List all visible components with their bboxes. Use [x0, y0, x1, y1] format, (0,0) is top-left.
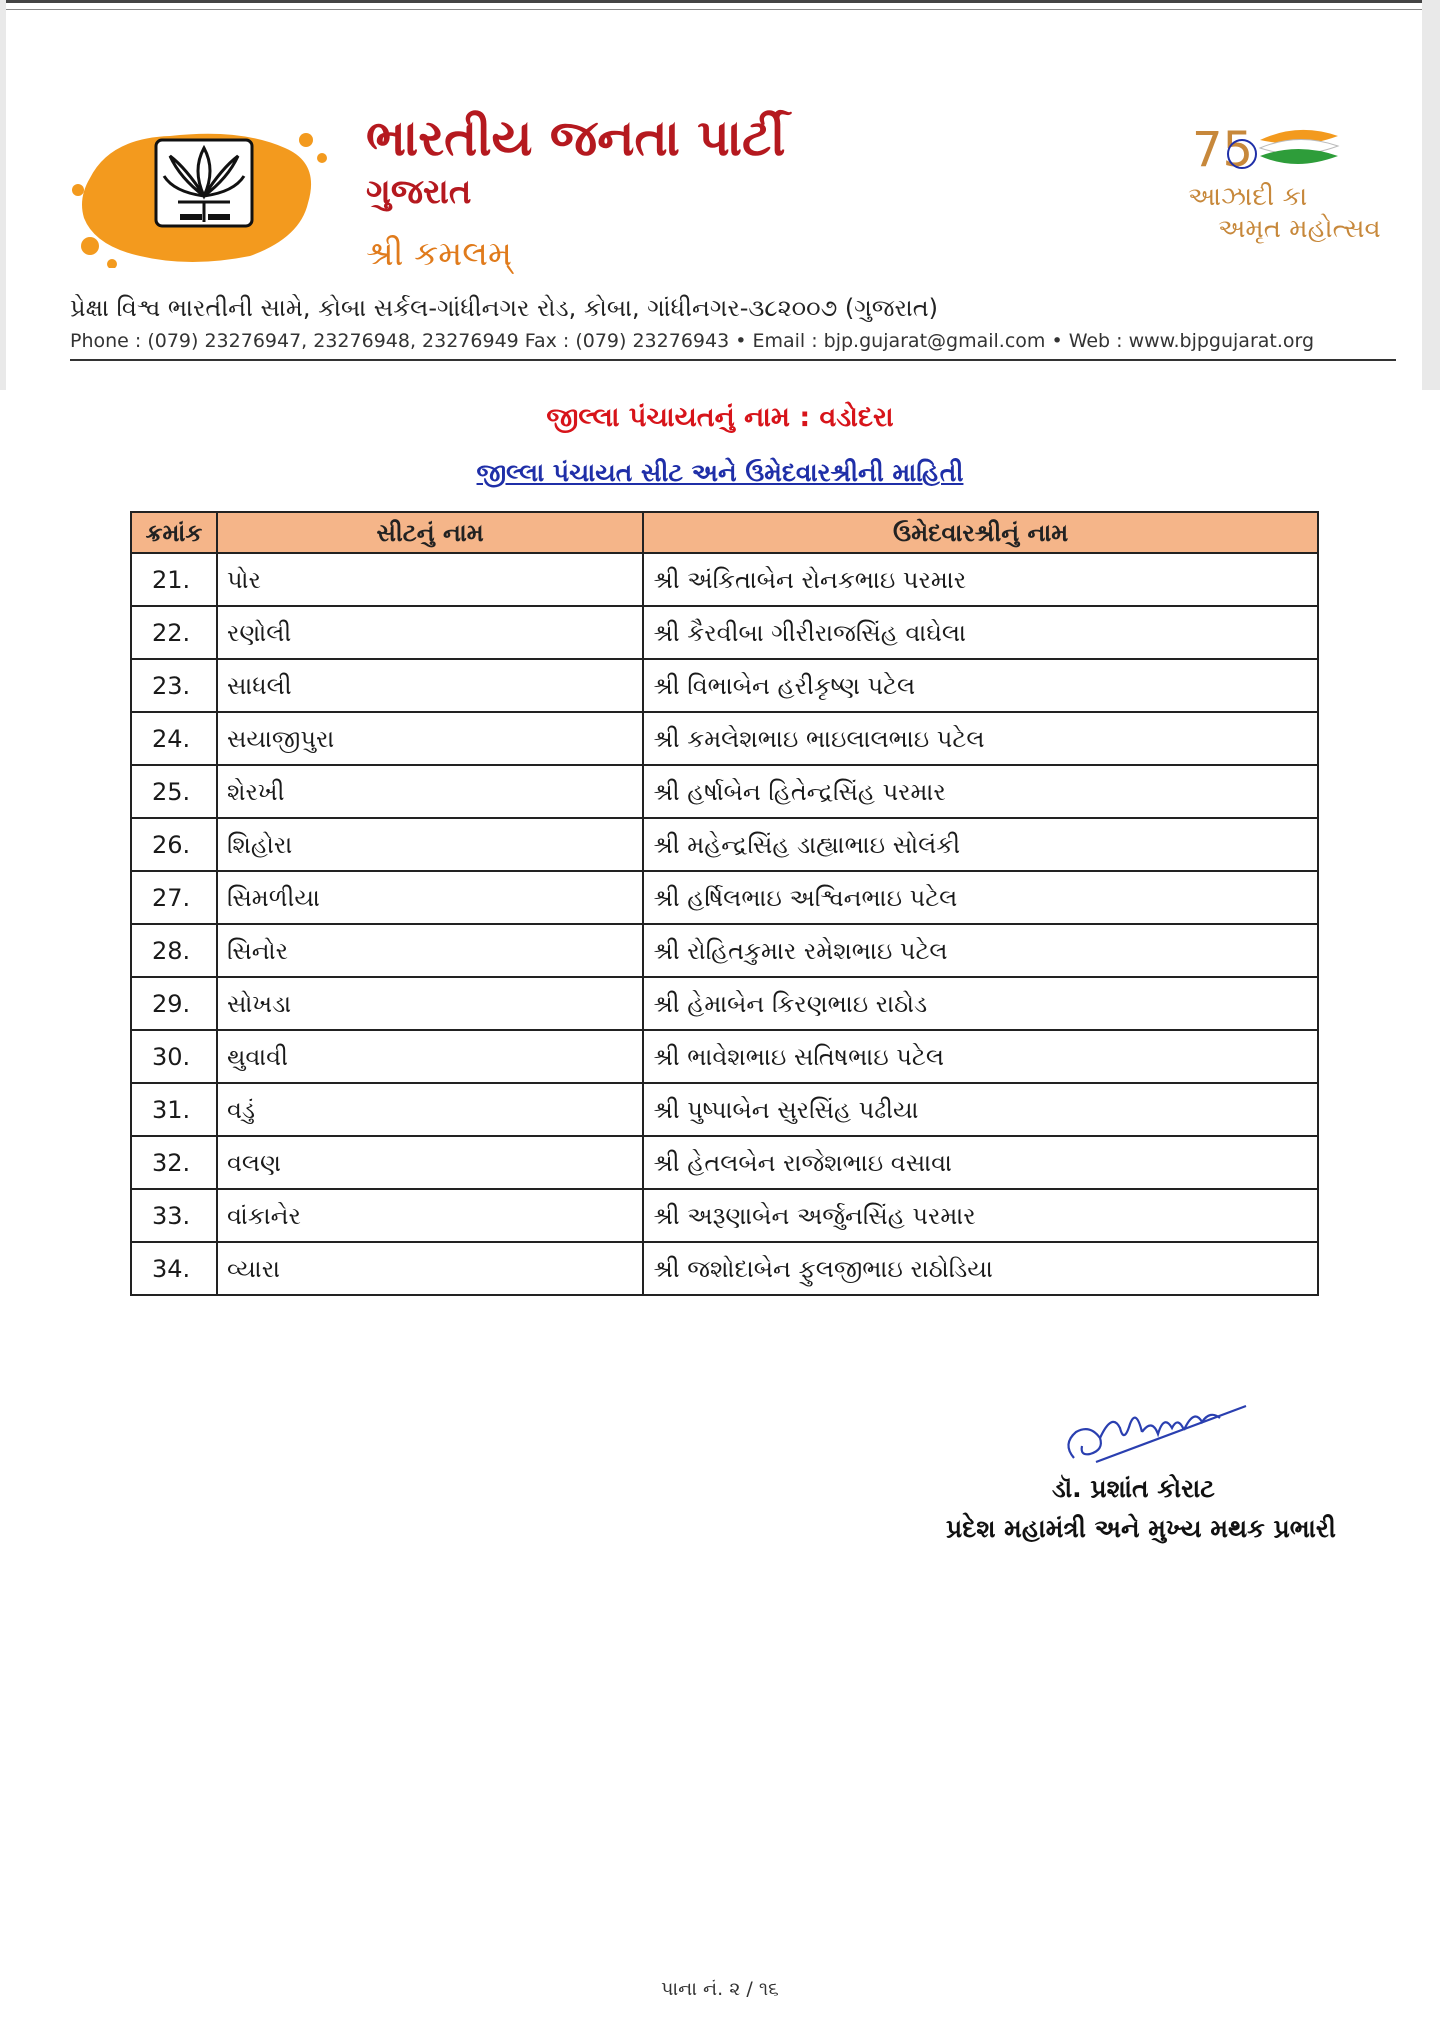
cell-seat-name: શેરખી: [217, 765, 643, 818]
state-name: ગુજરાત: [366, 172, 472, 212]
column-header-candidate: ઉમેદવારશ્રીનું નામ: [643, 512, 1318, 553]
signer-title: પ્રદેશ મહામંત્રી અને મુખ્ય મથક પ્રભારી: [946, 1514, 1336, 1543]
cell-candidate-name: શ્રી રોહિતકુમાર રમેશભાઇ પટેલ: [643, 924, 1318, 977]
right-margin-shade: [1422, 0, 1440, 390]
table-row: [131, 1242, 1318, 1295]
office-address: પ્રેક્ષા વિશ્વ ભારતીની સામે, કોબા સર્કલ-ગાંધીનગર રોડ, કોબા, ગાંધીનગર-૩૮૨૦૦૭ (ગુજરાત): [70, 294, 939, 322]
table-row: [131, 659, 1318, 712]
cell-number: 31.: [131, 1083, 217, 1136]
cell-candidate-name: શ્રી હેમાબેન કિરણભાઇ રાઠોડ: [643, 977, 1318, 1030]
table-row: [131, 1030, 1318, 1083]
cell-number: 21.: [131, 553, 217, 606]
top-border: [0, 0, 1440, 3]
table-body: [131, 553, 1318, 1295]
emblem-number: 75: [1192, 122, 1254, 178]
candidate-table: [130, 511, 1319, 1296]
contact-line: Phone : (079) 23276947, 23276948, 23276949 Fax : (079) 23276943 • Email : bjp.gujarat@gmail.com • Web : www.bjpgujarat.org: [70, 330, 1315, 352]
cell-number: 24.: [131, 712, 217, 765]
cell-seat-name: રણોલી: [217, 606, 643, 659]
section-title: જીલ્લા પંચાયત સીટ અને ઉમેદવારશ્રીની માહિતી: [476, 458, 964, 487]
bjp-lotus-logo-icon: [70, 118, 332, 268]
table-row: [131, 1189, 1318, 1242]
cell-number: 27.: [131, 871, 217, 924]
cell-seat-name: સયાજીપુરા: [217, 712, 643, 765]
cell-candidate-name: શ્રી કૈરવીબા ગીરીરાજસિંહ વાઘેલા: [643, 606, 1318, 659]
cell-candidate-name: શ્રી હેતલબેન રાજેશભાઇ વસાવા: [643, 1136, 1318, 1189]
cell-seat-name: શિહોરા: [217, 818, 643, 871]
emblem-line-2: અમૃત મહોત્સવ: [1218, 214, 1381, 244]
cell-seat-name: વાંકાનેર: [217, 1189, 643, 1242]
cell-candidate-name: શ્રી હર્ષિલભાઇ અશ્વિનભાઇ પટેલ: [643, 871, 1318, 924]
cell-number: 23.: [131, 659, 217, 712]
table-row: [131, 977, 1318, 1030]
table-row: [131, 1136, 1318, 1189]
top-border-thin: [0, 9, 1440, 10]
cell-candidate-name: શ્રી હર્ષાબેન હિતેન્દ્રસિંહ પરમાર: [643, 765, 1318, 818]
cell-seat-name: વ્યારા: [217, 1242, 643, 1295]
office-name: શ્રી કમલમ્: [366, 234, 512, 274]
cell-candidate-name: શ્રી મહેન્દ્રસિંહ ડાહ્યાભાઇ સોલંકી: [643, 818, 1318, 871]
cell-seat-name: સિમળીયા: [217, 871, 643, 924]
cell-candidate-name: શ્રી પુષ્પાબેન સુરસિંહ પઢીયા: [643, 1083, 1318, 1136]
cell-number: 25.: [131, 765, 217, 818]
table-row: [131, 553, 1318, 606]
table-row: [131, 606, 1318, 659]
table-row: [131, 818, 1318, 871]
emblem-line-1: આઝાદી કા: [1188, 182, 1308, 212]
cell-candidate-name: શ્રી કમલેશભાઇ ભાઇલાલભાઇ પટેલ: [643, 712, 1318, 765]
cell-candidate-name: શ્રી જશોદાબેન ફુલજીભાઇ રાઠોડિયા: [643, 1242, 1318, 1295]
table-header-row: [131, 512, 1318, 553]
district-title: જીલ્લા પંચાયતનું નામ : વડોદરા: [546, 402, 894, 433]
cell-seat-name: વડું: [217, 1083, 643, 1136]
cell-number: 32.: [131, 1136, 217, 1189]
page-number: પાના નં. ૨ / ૧૬: [661, 1978, 779, 2000]
party-name: ભારતીય જનતા પાર્ટી: [366, 108, 786, 167]
cell-candidate-name: શ્રી વિભાબેન હરીકૃષ્ણ પટેલ: [643, 659, 1318, 712]
cell-seat-name: સાધલી: [217, 659, 643, 712]
column-header-number: ક્રમાંક: [131, 512, 217, 553]
cell-number: 22.: [131, 606, 217, 659]
cell-seat-name: વલણ: [217, 1136, 643, 1189]
table-row: [131, 871, 1318, 924]
cell-number: 26.: [131, 818, 217, 871]
cell-candidate-name: શ્રી અંકિતાબેન રોનકભાઇ પરમાર: [643, 553, 1318, 606]
table-row: [131, 712, 1318, 765]
cell-candidate-name: શ્રી ભાવેશભાઇ સતિષભાઇ પટેલ: [643, 1030, 1318, 1083]
handwritten-signature-icon: [1060, 1388, 1250, 1478]
cell-seat-name: થુવાવી: [217, 1030, 643, 1083]
cell-number: 28.: [131, 924, 217, 977]
cell-number: 33.: [131, 1189, 217, 1242]
cell-number: 29.: [131, 977, 217, 1030]
cell-seat-name: પોર: [217, 553, 643, 606]
cell-seat-name: સોખડા: [217, 977, 643, 1030]
column-header-seat: સીટનું નામ: [217, 512, 643, 553]
left-margin-shade: [0, 0, 6, 390]
cell-number: 30.: [131, 1030, 217, 1083]
cell-number: 34.: [131, 1242, 217, 1295]
table-row: [131, 765, 1318, 818]
cell-candidate-name: શ્રી અરૂણાબેન અર્જુનસિંહ પરમાર: [643, 1189, 1318, 1242]
table-row: [131, 1083, 1318, 1136]
table-row: [131, 924, 1318, 977]
cell-seat-name: સિનોર: [217, 924, 643, 977]
signer-name: ડૉ. પ્રશાંત કોરાટ: [1052, 1474, 1215, 1503]
header-divider: [70, 359, 1396, 361]
